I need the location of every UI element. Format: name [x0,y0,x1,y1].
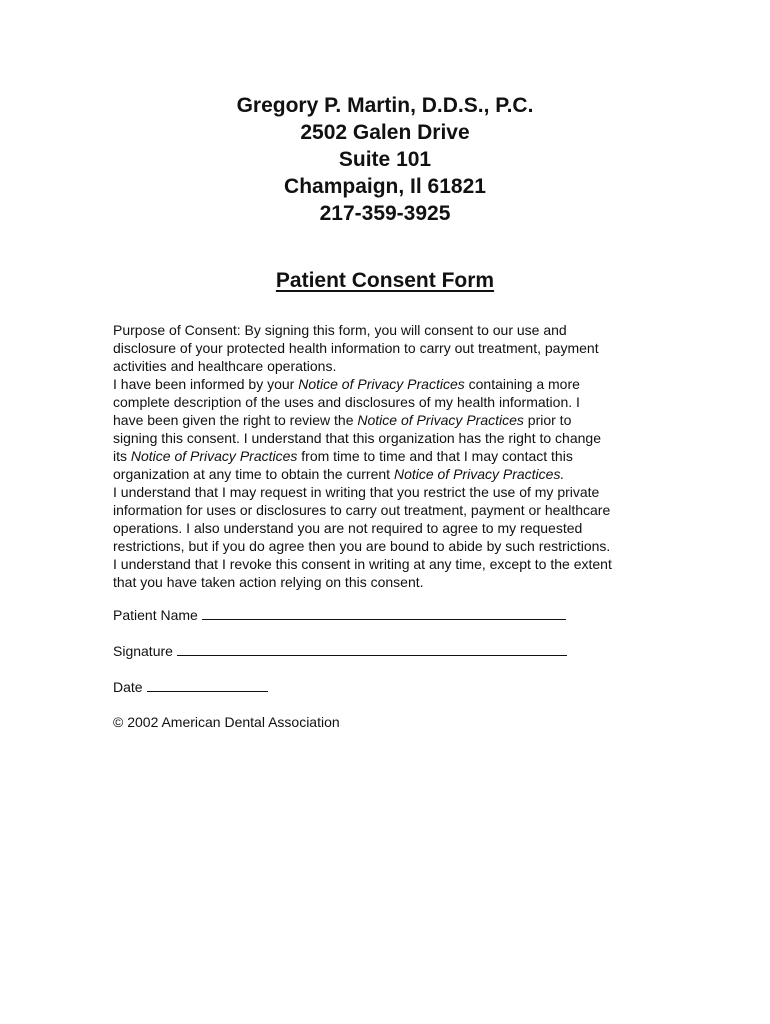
body-text-segment: from time to time and that I may contact this [297,448,573,464]
practice-street: 2502 Galen Drive [300,121,470,144]
body-line: signing this consent. I understand that this organization has the right to change [113,430,601,446]
date-label: Date [113,679,143,695]
patient-name-label: Patient Name [113,607,198,623]
body-line: that you have taken action relying on this consent. [113,574,424,590]
body-line [113,465,658,483]
body-line: operations. I also understand you are not required to agree to my requested [113,520,583,536]
body-line [113,375,658,393]
body-text-segment: its [113,448,131,464]
body-text-segment: organization at any time to obtain the current [113,466,394,482]
body-text-segment: prior to [523,412,572,428]
body-line: disclosure of your protected health information to carry out treatment, payment [113,340,599,356]
body-line: complete description of the uses and disclosures of my health information. I [113,394,580,410]
form-title: Patient Consent Form [275,269,495,292]
date-field[interactable] [147,678,268,692]
signature-row [113,642,567,660]
body-text-segment: containing a more [464,376,580,392]
body-line: activities and healthcare operations. [113,358,337,374]
practice-header [0,92,770,227]
practice-suite: Suite 101 [338,148,432,171]
body-text-segment: have been given the right to review the [113,412,358,428]
practice-name: Gregory P. Martin, D.D.S., P.C. [236,94,534,117]
body-line: I understand that I revoke this consent in writing at any time, except to the extent [113,556,612,572]
body-line: information for uses or disclosures to carry out treatment, payment or healthcare [113,502,611,518]
notice-of-privacy-practices-reference: Notice of Privacy Practices [298,376,465,392]
body-line: restrictions, but if you do agree then you are bound to abide by such restrictions. [113,538,611,554]
body-line: I understand that I may request in writing that you restrict the use of my private [113,484,600,500]
consent-body [113,321,658,591]
patient-name-field[interactable] [202,606,566,620]
body-line: Purpose of Consent: By signing this form, you will consent to our use and [113,322,567,338]
practice-phone: 217-359-3925 [319,202,451,225]
signature-field[interactable] [177,642,567,656]
patient-name-row [113,606,566,624]
notice-of-privacy-practices-reference: Notice of Privacy Practices [130,448,298,464]
copyright-notice: © 2002 American Dental Association [113,714,340,730]
date-row [113,678,268,696]
body-line [113,447,658,465]
notice-of-privacy-practices-reference: Notice of Privacy Practices. [393,466,565,482]
practice-city-state-zip: Champaign, Il 61821 [284,175,486,198]
notice-of-privacy-practices-reference: Notice of Privacy Practices [357,412,524,428]
signature-label: Signature [113,643,173,659]
body-text-segment: I have been informed by your [113,376,299,392]
body-line [113,411,658,429]
